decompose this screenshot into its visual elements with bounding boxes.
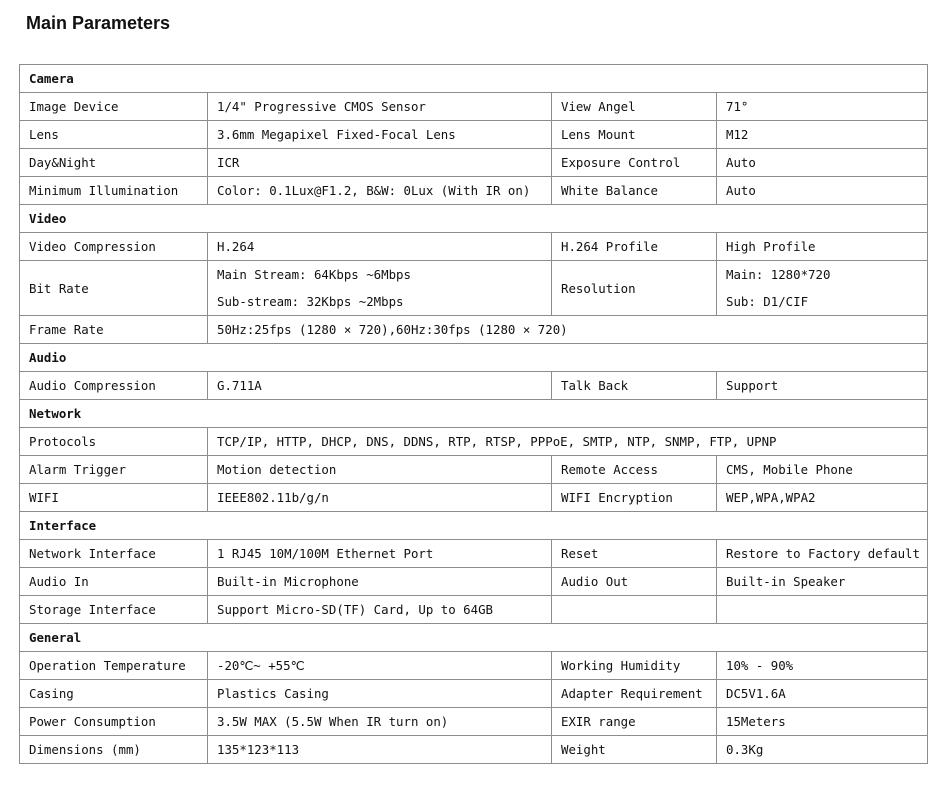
param-label: Image Device — [20, 93, 208, 121]
table-row — [20, 568, 928, 596]
table-row — [20, 540, 928, 568]
section-camera — [20, 65, 928, 93]
main-resolution-value: Main: 1280*720 — [726, 267, 831, 282]
param-value: Motion detection — [208, 456, 552, 484]
main-parameters-table — [19, 64, 928, 764]
param-value: TCP/IP, HTTP, DHCP, DNS, DDNS, RTP, RTSP, PPPoE, SMTP, NTP, SNMP, FTP, UPNP — [208, 428, 928, 456]
param-label: Remote Access — [552, 456, 717, 484]
section-title: Interface — [20, 512, 928, 540]
table-row — [20, 596, 928, 624]
param-label: Video Compression — [20, 233, 208, 261]
table-row — [20, 121, 928, 149]
param-value: 50Hz:25fps (1280 × 720),60Hz:30fps (1280 × 720) — [208, 316, 928, 344]
param-label: Audio Out — [552, 568, 717, 596]
param-value: 135*123*113 — [208, 736, 552, 764]
param-label: Exposure Control — [552, 149, 717, 177]
table-row — [20, 93, 928, 121]
param-label: WIFI Encryption — [552, 484, 717, 512]
section-interface — [20, 512, 928, 540]
table-row — [20, 149, 928, 177]
param-label: WIFI — [20, 484, 208, 512]
table-row — [20, 736, 928, 764]
param-label: Lens — [20, 121, 208, 149]
param-value: H.264 — [208, 233, 552, 261]
param-label: Lens Mount — [552, 121, 717, 149]
param-label: Adapter Requirement — [552, 680, 717, 708]
param-label: White Balance — [552, 177, 717, 205]
param-label: Protocols — [20, 428, 208, 456]
table-row — [20, 680, 928, 708]
param-value-multiline — [717, 261, 928, 316]
param-value: Built-in Speaker — [717, 568, 928, 596]
table-row — [20, 372, 928, 400]
param-value: 3.6mm Megapixel Fixed-Focal Lens — [208, 121, 552, 149]
section-general — [20, 624, 928, 652]
main-stream-value: Main Stream: 64Kbps ~6Mbps — [217, 267, 411, 282]
param-label: Casing — [20, 680, 208, 708]
param-value: 15Meters — [717, 708, 928, 736]
param-label — [552, 596, 717, 624]
param-value: 1/4" Progressive CMOS Sensor — [208, 93, 552, 121]
param-label: Alarm Trigger — [20, 456, 208, 484]
param-value: Built-in Microphone — [208, 568, 552, 596]
table-row — [20, 456, 928, 484]
param-value: Auto — [717, 149, 928, 177]
param-value: G.711A — [208, 372, 552, 400]
section-title: Video — [20, 205, 928, 233]
param-label: Reset — [552, 540, 717, 568]
param-label: Resolution — [552, 261, 717, 316]
param-value: CMS, Mobile Phone — [717, 456, 928, 484]
param-value: 3.5W MAX (5.5W When IR turn on) — [208, 708, 552, 736]
table-row — [20, 484, 928, 512]
param-label: EXIR range — [552, 708, 717, 736]
param-value: M12 — [717, 121, 928, 149]
param-value — [717, 596, 928, 624]
section-audio — [20, 344, 928, 372]
param-value: Support Micro-SD(TF) Card, Up to 64GB — [208, 596, 552, 624]
param-value: -20℃~ +55℃ — [208, 652, 552, 680]
table-row — [20, 177, 928, 205]
param-label: Weight — [552, 736, 717, 764]
sub-stream-value: Sub-stream: 32Kbps ~2Mbps — [217, 294, 404, 309]
section-video — [20, 205, 928, 233]
section-title: Audio — [20, 344, 928, 372]
param-label: Dimensions (mm) — [20, 736, 208, 764]
param-label: Minimum Illumination — [20, 177, 208, 205]
param-value: DC5V1.6A — [717, 680, 928, 708]
param-label: Talk Back — [552, 372, 717, 400]
page-title: Main Parameters — [26, 13, 171, 33]
param-label: Storage Interface — [20, 596, 208, 624]
param-label: Frame Rate — [20, 316, 208, 344]
param-label: H.264 Profile — [552, 233, 717, 261]
sub-resolution-value: Sub: D1/CIF — [726, 294, 809, 309]
param-value: Color: 0.1Lux@F1.2, B&W: 0Lux (With IR on) — [208, 177, 552, 205]
table-row — [20, 316, 928, 344]
section-title: General — [20, 624, 928, 652]
param-value: Auto — [717, 177, 928, 205]
section-network — [20, 400, 928, 428]
param-value: 0.3Kg — [717, 736, 928, 764]
param-value: Plastics Casing — [208, 680, 552, 708]
param-value: 10% - 90% — [717, 652, 928, 680]
param-label: View Angel — [552, 93, 717, 121]
param-value: ICR — [208, 149, 552, 177]
param-value-multiline — [208, 261, 552, 316]
table-row — [20, 233, 928, 261]
table-row — [20, 708, 928, 736]
table-row — [20, 261, 928, 316]
param-value: Support — [717, 372, 928, 400]
param-value: High Profile — [717, 233, 928, 261]
table-row — [20, 428, 928, 456]
param-label: Power Consumption — [20, 708, 208, 736]
section-title: Camera — [20, 65, 928, 93]
param-label: Audio In — [20, 568, 208, 596]
param-label: Operation Temperature — [20, 652, 208, 680]
param-value: 1 RJ45 10M/100M Ethernet Port — [208, 540, 552, 568]
param-label: Audio Compression — [20, 372, 208, 400]
param-label: Network Interface — [20, 540, 208, 568]
table-row — [20, 652, 928, 680]
param-value: IEEE802.11b/g/n — [208, 484, 552, 512]
param-label: Day&Night — [20, 149, 208, 177]
param-value: WEP,WPA,WPA2 — [717, 484, 928, 512]
section-title: Network — [20, 400, 928, 428]
param-label: Bit Rate — [20, 261, 208, 316]
param-value: Restore to Factory default — [717, 540, 928, 568]
param-label: Working Humidity — [552, 652, 717, 680]
param-value: 71° — [717, 93, 928, 121]
